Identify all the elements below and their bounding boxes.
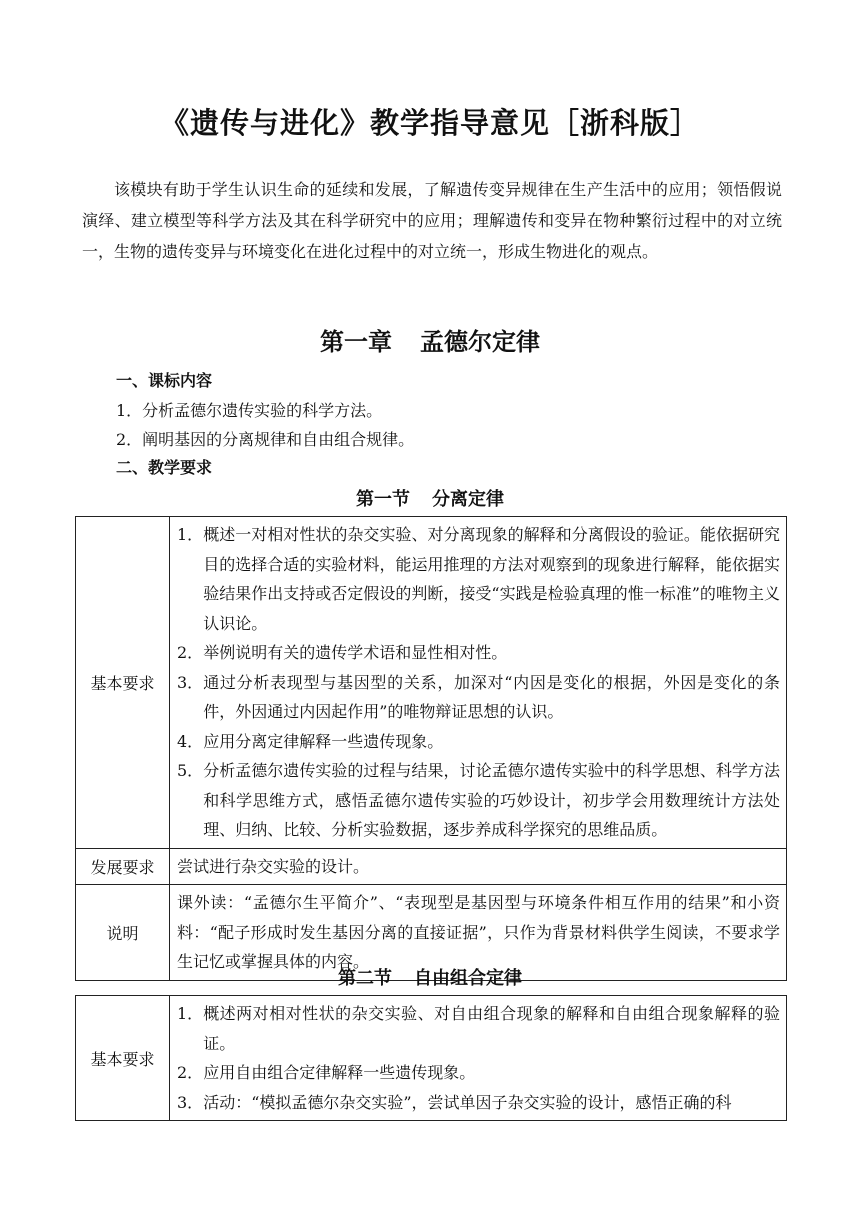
item-text: 应用自由组合定律解释一些遗传现象。 (203, 1063, 476, 1082)
list-item (177, 999, 780, 1058)
development-requirements-label: 发展要求 (76, 848, 170, 885)
section1-heading (0, 485, 860, 511)
item-number: 2． (177, 643, 204, 662)
item-number: 3． (177, 1092, 204, 1112)
section1-requirements-table (75, 516, 787, 981)
list-item (177, 1058, 780, 1088)
note-label: 说明 (76, 885, 170, 981)
item-number: 1． (177, 1004, 204, 1023)
list-item (177, 727, 780, 757)
section2-name: 自由组合定律 (414, 968, 522, 989)
list-item (177, 668, 780, 727)
standards-heading: 一、课标内容 (116, 371, 213, 390)
basic-requirements-label: 基本要求 (76, 517, 170, 849)
standard-item: 1．分析孟德尔遗传实验的科学方法。 (116, 401, 383, 420)
section2-number: 第二节 (338, 968, 392, 989)
requirements-heading: 二、教学要求 (116, 458, 213, 477)
list-item (177, 756, 780, 845)
standard-item: 2．阐明基因的分离规律和自由组合规律。 (116, 430, 415, 449)
list-item (177, 520, 780, 638)
item-number: 5． (177, 761, 204, 780)
section1-number: 第一节 (356, 489, 410, 510)
item-number: 4． (177, 731, 204, 751)
item-text: 应用分离定律解释一些遗传现象。 (203, 731, 444, 751)
item-text: 举例说明有关的遗传学术语和显性相对性。 (203, 643, 508, 662)
list-item (177, 638, 780, 668)
item-number: 2． (177, 1063, 204, 1082)
document-title: 《遗传与进化》教学指导意见［浙科版］ (159, 106, 700, 140)
item-text: 通过分析表现型与基因型的关系，加深对“内因是变化的根据，外因是变化的条件，外因通过内因起作用”的唯物辩证思想的认识。 (203, 672, 780, 721)
basic-requirements-label: 基本要求 (76, 996, 170, 1121)
development-requirements-cell (170, 848, 787, 885)
table-row (76, 996, 787, 1121)
section2-heading (0, 964, 860, 990)
item-number: 3． (177, 672, 204, 692)
table-row (76, 848, 787, 885)
list-item (177, 1088, 780, 1118)
chapter-name: 孟德尔定律 (420, 327, 540, 356)
item-text: 概述两对相对性状的杂交实验、对自由组合现象的解释和自由组合现象解释的验证。 (203, 1004, 780, 1053)
basic-requirements-cell (170, 517, 787, 849)
section2-requirements-table (75, 995, 787, 1121)
development-text: 尝试进行杂交实验的设计。 (177, 856, 370, 876)
note-text: 课外读：“孟德尔生平简介”、“表现型是基因型与环境条件相互作用的结果”和小资料：“配子形成时发生基因分离的直接证据”，只作为背景材料供学生阅读，不要求学生记忆或掌握具体的内容。 (177, 893, 780, 971)
item-text: 概述一对相对性状的杂交实验、对分离现象的解释和分离假设的验证。能依据研究目的选择合适的实验材料，能运用推理的方法对观察到的现象进行解释，能依据实验结果作出支持或否定假设的判断，接受“实践是检验真理的惟一标准”的唯物主义认识论。 (203, 525, 780, 633)
section1-name: 分离定律 (432, 489, 504, 510)
chapter-heading (0, 322, 860, 357)
item-text: 活动：“模拟孟德尔杂交实验”，尝试单因子杂交实验的设计，感悟正确的科 (203, 1092, 732, 1112)
table-row (76, 517, 787, 849)
item-number: 1． (177, 525, 204, 544)
basic-requirements-cell (170, 996, 787, 1121)
item-text: 分析孟德尔遗传实验的过程与结果，讨论孟德尔遗传实验中的科学思想、科学方法和科学思维方式，感悟孟德尔遗传实验的巧妙设计，初步学会用数理统计方法处理、归纳、比较、分析实验数据，逐步养成科学探究的思维品质。 (203, 761, 780, 839)
chapter-number: 第一章 (320, 327, 392, 356)
intro-paragraph: 该模块有助于学生认识生命的延续和发展，了解遗传变异规律在生产生活中的应用；领悟假说演绎、建立模型等科学方法及其在科学研究中的应用；理解遗传和变异在物种繁衍过程中的对立统一，生物的遗传变异与环境变化在进化过程中的对立统一，形成生物进化的观点。 (82, 180, 782, 261)
